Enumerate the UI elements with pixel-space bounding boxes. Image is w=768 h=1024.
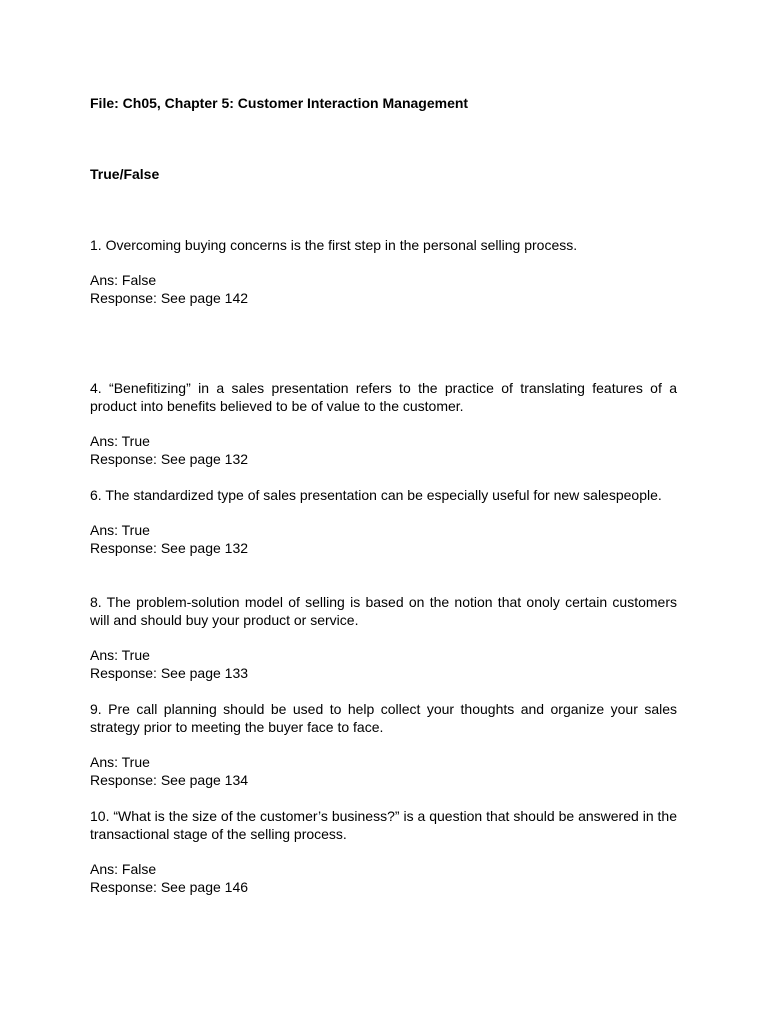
question-item — [90, 486, 677, 557]
question-response: Response: See page 142 — [90, 290, 249, 306]
question-text: 6. The standardized type of sales presentation can be especially useful for new salespeople. — [90, 487, 662, 503]
question-text: 8. The problem-solution model of selling is based on the notion that onoly certain customers will and should buy your product or service. — [90, 594, 677, 628]
question-response: Response: See page 132 — [90, 451, 249, 467]
question-answer: Ans: True — [90, 754, 150, 770]
question-text: 1. Overcoming buying concerns is the first step in the personal selling process. — [90, 237, 578, 253]
question-text: 9. Pre call planning should be used to help collect your thoughts and organize your sales strategy prior to meeting the buyer face to face. — [90, 701, 677, 735]
question-response: Response: See page 132 — [90, 540, 249, 556]
question-answer: Ans: True — [90, 522, 150, 538]
question-response: Response: See page 133 — [90, 665, 249, 681]
question-item — [90, 379, 677, 468]
question-item — [90, 593, 677, 682]
file-title: File: Ch05, Chapter 5: Customer Interaction Management — [90, 95, 469, 111]
question-response: Response: See page 134 — [90, 772, 249, 788]
question-item — [90, 700, 677, 789]
question-text: 4. “Benefitizing” in a sales presentation refers to the practice of translating features of a product into benefits believed to be of value to the customer. — [90, 380, 677, 414]
question-response: Response: See page 146 — [90, 879, 249, 895]
question-item — [90, 807, 677, 896]
question-answer: Ans: False — [90, 272, 157, 288]
question-item — [90, 236, 677, 307]
question-text: 10. “What is the size of the customer’s business?” is a question that should be answered in the transactional stage of the selling process. — [90, 808, 677, 842]
question-answer: Ans: True — [90, 647, 150, 663]
section-title: True/False — [90, 166, 160, 182]
question-answer: Ans: True — [90, 433, 150, 449]
question-answer: Ans: False — [90, 861, 157, 877]
